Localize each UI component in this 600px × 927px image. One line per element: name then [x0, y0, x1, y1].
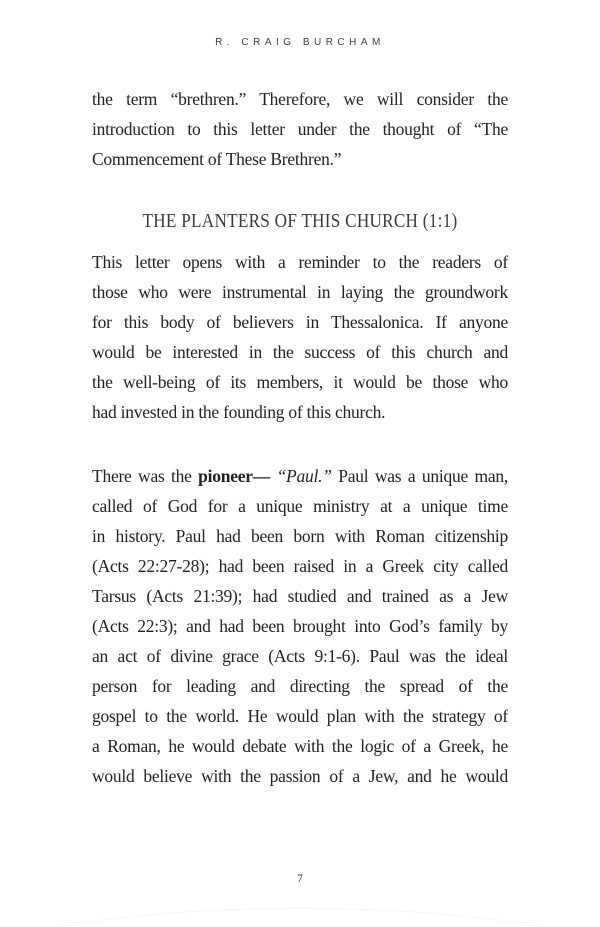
- running-header: R. CRAIG BURCHAM: [215, 37, 385, 48]
- text-line: [92, 461, 508, 491]
- text-line: called of God for a unique ministry at a unique time: [92, 496, 508, 516]
- text-line: Tarsus (Acts 21:39); had studied and trained as a Jew: [92, 586, 508, 606]
- text-line: would believe with the passion of a Jew, and he would: [92, 766, 508, 786]
- intro-paragraph: [92, 84, 508, 174]
- text-line: for this body of believers in Thessalonica. If anyone: [92, 312, 508, 332]
- page-number: 7: [297, 873, 303, 885]
- text-line: had invested in the founding of this church.: [92, 402, 386, 422]
- text-line: a Roman, he would debate with the logic of a Greek, he: [92, 736, 508, 756]
- text-segment: There was the: [92, 466, 199, 486]
- text-line: the well-being of its members, it would be those who: [92, 372, 508, 392]
- pioneer-paragraph: [92, 461, 508, 791]
- bold-text: pioneer—: [198, 466, 271, 486]
- italic-text: “Paul.”: [276, 466, 332, 486]
- text-line: person for leading and directing the spread of the: [92, 676, 508, 696]
- text-line: an act of divine grace (Acts 9:1-6). Paul was the ideal: [92, 646, 508, 666]
- text-segment: Paul was a unique man,: [331, 466, 508, 486]
- text-line: gospel to the world. He would plan with the strategy of: [92, 706, 508, 726]
- text-line: This letter opens with a reminder to the readers of: [92, 252, 508, 272]
- text-line: would be interested in the success of this church and: [92, 342, 508, 362]
- section-heading: THE PLANTERS OF THIS CHURCH (1:1): [142, 211, 458, 232]
- text-line: in history. Paul had been born with Roman citizenship: [92, 526, 508, 546]
- text-line: the term “brethren.” Therefore, we will consider the: [92, 89, 508, 109]
- text-line: those who were instrumental in laying the groundwork: [92, 282, 508, 302]
- text-line: Commencement of These Brethren.”: [92, 149, 342, 169]
- text-line: (Acts 22:3); and had been brought into God’s family by: [92, 616, 508, 636]
- planters-paragraph: [92, 247, 508, 427]
- text-line: introduction to this letter under the thought of “The: [92, 119, 508, 139]
- text-line: (Acts 22:27-28); had been raised in a Greek city called: [92, 556, 508, 576]
- page-curl-shadow: [0, 908, 600, 927]
